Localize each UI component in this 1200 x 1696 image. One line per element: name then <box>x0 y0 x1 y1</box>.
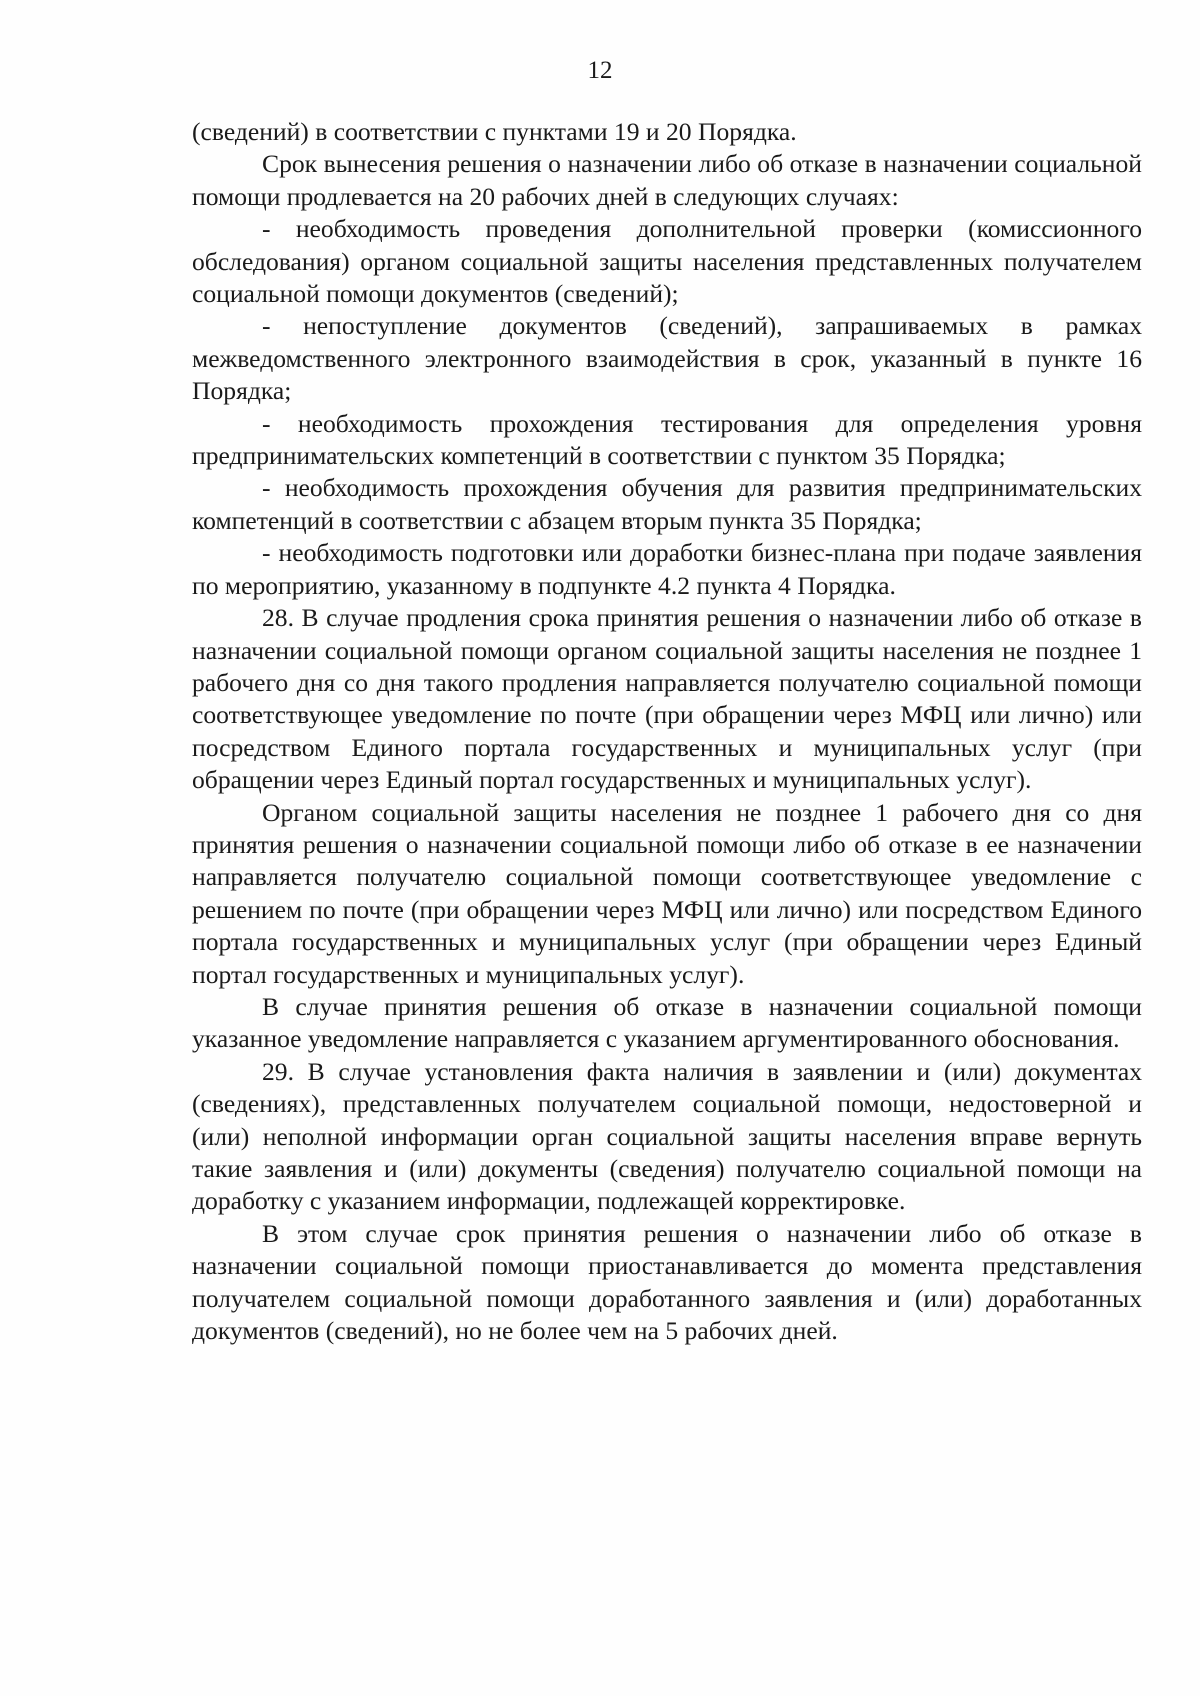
paragraph: Срок вынесения решения о назначении либо об отказе в назначении социальной помощи продлевается на 20 рабочих дней в следующих случаях: <box>192 149 1142 211</box>
list-item-paragraph: - непоступление документов (сведений), запрашиваемых в рамках межведомственного электронного взаимодействия в срок, указанный в пункте 16 Порядка; <box>192 311 1142 406</box>
paragraph: В случае принятия решения об отказе в назначении социальной помощи указанное уведомление направляется с указанием аргументированного обоснования. <box>192 991 1142 1054</box>
clause-28-paragraph: 28. В случае продления срока принятия решения о назначении либо об отказе в назначении социальной помощи органом социальной защиты населения не позднее 1 рабочего дня со дня такого продления направляется получателю социальной помощи соответствующее уведомление по почте (при обращении через МФЦ или лично) или посредством Единого портала государственных и муниципальных услуг (при обращении через Единый портал государственных и муниципальных услуг). <box>192 603 1142 795</box>
document-body <box>192 116 1142 1347</box>
page-number: 12 <box>587 57 613 84</box>
paragraph: Органом социальной защиты населения не позднее 1 рабочего дня со дня принятия решения о назначении социальной помощи либо об отказе в ее назначении направляется получателю социальной помощи соответствующее уведомление с решением по почте (при обращении через МФЦ или лично) или посредством Единого портала государственных и муниципальных услуг (при обращении через Единый портал государственных и муниципальных услуг). <box>192 797 1142 989</box>
list-item-paragraph: - необходимость проведения дополнительной проверки (комиссионного обследования) органом социальной защиты населения представленных получателем социальной помощи документов (сведений); <box>192 214 1142 309</box>
paragraph: (сведений) в соответствии с пунктами 19 и 20 Порядка. <box>192 117 797 146</box>
clause-29-paragraph: 29. В случае установления факта наличия в заявлении и (или) документах (сведениях), представленных получателем социальной помощи, недостоверной и (или) неполной информации орган социальной защиты населения вправе вернуть такие заявления и (или) документы (сведения) получателю социальной помощи на доработку с указанием информации, подлежащей корректировке. <box>192 1056 1142 1216</box>
list-item-paragraph: - необходимость подготовки или доработки бизнес-плана при подаче заявления по мероприятию, указанному в подпункте 4.2 пункта 4 Порядка. <box>192 538 1142 600</box>
list-item-paragraph: - необходимость прохождения обучения для развития предпринимательских компетенций в соответствии с абзацем вторым пункта 35 Порядка; <box>192 473 1142 535</box>
paragraph: В этом случае срок принятия решения о назначении либо об отказе в назначении социальной помощи приостанавливается до момента представления получателем социальной помощи доработанного заявления и (или) доработанных документов (сведений), но не более чем на 5 рабочих дней. <box>192 1218 1142 1346</box>
list-item-paragraph: - необходимость прохождения тестирования для определения уровня предпринимательских компетенций в соответствии с пунктом 35 Порядка; <box>192 408 1142 471</box>
